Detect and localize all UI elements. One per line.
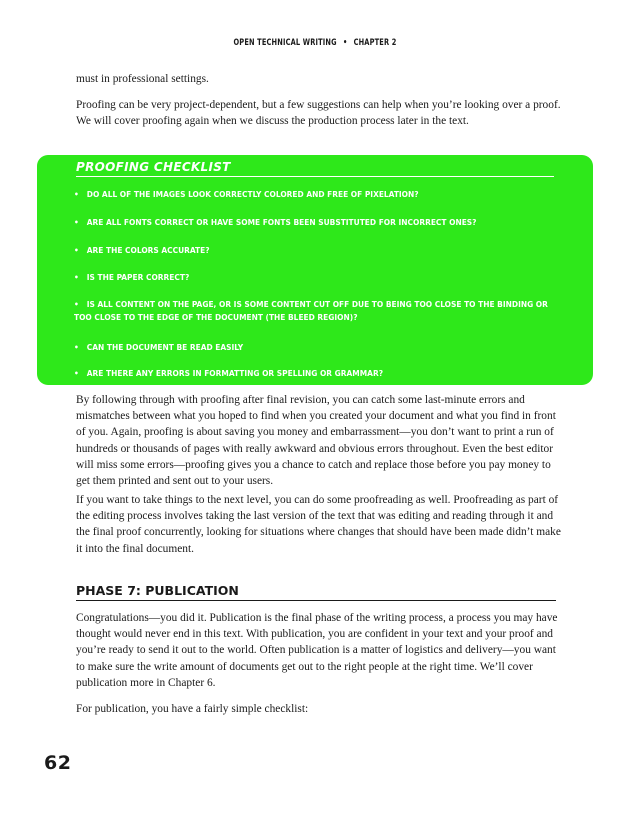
paragraph-following-through: By following through with proofing after final revision, you can catch some last-minute errors and mismatches between what you hoped to find when you created your document and what you find in front of you. Again, proofing is about saving you money and embarrassment—you don’t want to print a run of hundreds or thousands of pages with really awkward and obvious errors throughout. Even the best editor will miss some errors—proofing gives you a chance to catch and replace those before you pay money to get them printed and sent out to your users. bbox=[76, 394, 556, 488]
bullet-icon: • bbox=[74, 299, 79, 309]
header-separator: • bbox=[342, 38, 348, 48]
checklist-item: • CAN THE DOCUMENT BE READ EASILY bbox=[74, 342, 244, 352]
bullet-icon: • bbox=[74, 217, 79, 227]
running-header bbox=[69, 38, 560, 48]
book-title: OPEN TECHNICAL WRITING bbox=[233, 38, 337, 48]
checklist-item: • ARE ALL FONTS CORRECT OR HAVE SOME FONTS BEEN SUBSTITUTED FOR INCORRECT ONES? bbox=[74, 217, 477, 227]
bullet-icon: • bbox=[74, 189, 79, 199]
bullet-icon: • bbox=[74, 342, 79, 352]
proofing-checklist-callout bbox=[37, 155, 593, 385]
bullet-icon: • bbox=[74, 368, 79, 378]
paragraph-proofreading: If you want to take things to the next level, you can do some proofreading as well. Proofreading as part of the editing process involves taking the last version of the text that was editing and reading through it and the final proof concurrently, looking for situations where changes that should have been made didn’t make it into the final document. bbox=[76, 494, 561, 555]
section-heading-publication: PHASE 7: PUBLICATION bbox=[76, 583, 556, 601]
page-number: 62 bbox=[44, 752, 72, 774]
checklist-item: • IS ALL CONTENT ON THE PAGE, OR IS SOME CONTENT CUT OFF DUE TO BEING TOO CLOSE TO THE BINDING OR TOO CLOSE TO THE EDGE OF THE DOCUMENT (THE BLEED REGION)? bbox=[74, 299, 548, 322]
bullet-icon: • bbox=[74, 272, 79, 282]
paragraph-checklist-lead: For publication, you have a fairly simple checklist: bbox=[76, 703, 309, 715]
checklist-title: PROOFING CHECKLIST bbox=[76, 160, 554, 177]
checklist-item: • ARE THE COLORS ACCURATE? bbox=[74, 245, 210, 255]
checklist-item: • DO ALL OF THE IMAGES LOOK CORRECTLY COLORED AND FREE OF PIXELATION? bbox=[74, 189, 419, 199]
paragraph-publication: Congratulations—you did it. Publication is the final phase of the writing process, a process you may have thought would never end in this text. With publication, you are confident in your text and your proof and you’re ready to send it out to the world. Often publication is a matter of logistics and delivery—you want to make sure the write amount of documents get out to the right people at the right time. We’ll cover publication more in Chapter 6. bbox=[76, 612, 558, 689]
paragraph-proofing-intro: Proofing can be very project-dependent, but a few suggestions can help when you’re looking over a proof. We will cover proofing again when we discuss the production process later in the text. bbox=[76, 99, 561, 128]
checklist-item: • ARE THERE ANY ERRORS IN FORMATTING OR SPELLING OR GRAMMAR? bbox=[74, 368, 384, 378]
chapter-label: CHAPTER 2 bbox=[353, 38, 397, 48]
checklist-item: • IS THE PAPER CORRECT? bbox=[74, 272, 190, 282]
paragraph-fragment: must in professional settings. bbox=[76, 73, 209, 85]
bullet-icon: • bbox=[74, 245, 79, 255]
